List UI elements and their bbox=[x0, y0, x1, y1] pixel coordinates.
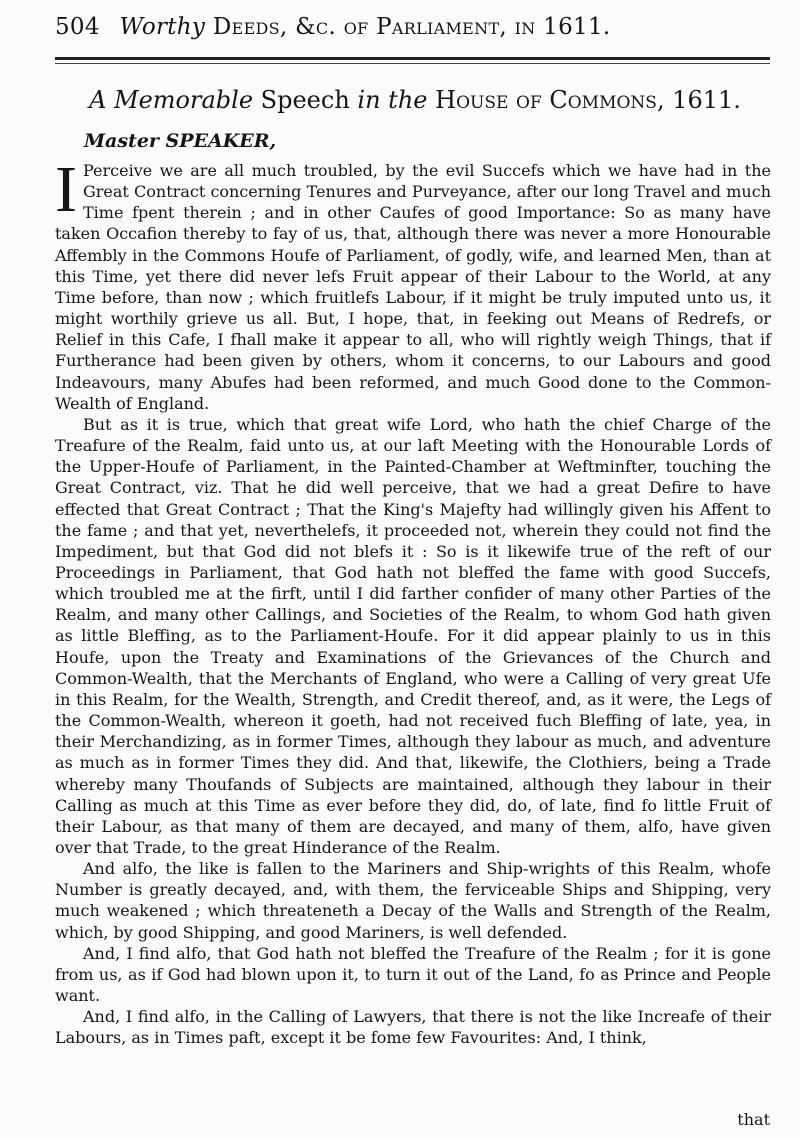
title-part-1: A Memorable bbox=[89, 86, 254, 114]
paragraph-1 bbox=[55, 153, 771, 414]
catchword: that bbox=[737, 1110, 770, 1129]
header-rule-thin bbox=[55, 63, 770, 64]
paragraph-1-text: Perceive we are all much troubled, by the evil Succefs which we have had in the Great Contract concerning Tenures and Purveyance, after our long Travel and much Time fpent therein ; and in other Caufes of good Importance: So as many have taken Occafion thereby to fay of us, that, although there was never a more Honourable Affembly in the Commons Houfe of Parliament, of godly, wife, and learned Men, than at this Time, yet there did never lefs Fruit appear of their Labour to the World, at any Time before, than now ; which fruitlefs Labour, if it might be truly imputed unto us, it might worthily grieve us all. But, I hope, that, in feeking out Means of Redrefs, or Relief in this Cafe, I fhall make it appear to all, who will rightly weigh Things, that if Furtherance had been given by others, whom it concerns, to our Labours and good Indeavours, many Abufes had been reformed, and much Good done to the Common-Wealth of England. bbox=[55, 161, 771, 413]
running-head-text: Deeds, &c. of Parliament, in 1611. bbox=[212, 14, 611, 40]
speech-title bbox=[55, 86, 775, 114]
title-part-3: in the bbox=[357, 86, 428, 114]
addressee: Master SPEAKER, bbox=[84, 130, 277, 152]
running-head-italic: Worthy bbox=[119, 14, 206, 40]
header-rule-thick bbox=[55, 57, 770, 60]
paragraph-3: And alfo, the like is fallen to the Mariners and Ship-wrights of this Realm, whofe Number is greatly decayed, and, with them, the ferviceable Ships and Shipping, very much weakened ; which threateneth a Decay of the Walls and Strength of the Realm, which, by good Shipping, and good Mariners, is well defended. bbox=[55, 859, 771, 942]
paragraph-4: And, I find alfo, that God hath not bleffed the Treafure of the Realm ; for it is gone from us, as if God had blown upon it, to turn it out of the Land, fo as Prince and People want. bbox=[55, 943, 771, 1006]
paragraph-5: And, I find alfo, in the Calling of Lawyers, that there is not the like Increafe of their Labours, as in Times paft, except it be fome few Favourites: And, I think, bbox=[55, 1007, 771, 1048]
title-part-4: House of Commons, 1611. bbox=[435, 86, 741, 114]
running-head bbox=[55, 14, 775, 40]
paragraph-2: But as it is true, which that great wife Lord, who hath the chief Charge of the Treafure of the Realm, faid unto us, at our laft Meeting with the Honourable Lords of the Upper-Houfe of Parliament, in the Painted-Chamber at Weftminfter, touching the Great Contract, viz. That he did well perceive, that we had a great Defire to have effected that Great Contract ; That the King's Majefty had willingly given his Affent to the fame ; and that yet, neverthelefs, it proceeded not, wherein they could not find the Impediment, but that God did not blefs it : So is it likewife true of the reft of our Proceedings in Parliament, that God hath not bleffed the fame with good Succefs, which troubled me at the firft, until I did farther confider of many other Parties of the Realm, and many other Callings, and Societies of the Realm, to whom God hath given as little Bleffing, as to the Parliament-Houfe. For it did appear plainly to us in this Houfe, upon the Treaty and Examinations of the Grievances of the Church and Common-Wealth, that the Merchants of England, who were a Calling of very great Ufe in this Realm, for the Wealth, Strength, and Credit thereof, and, as it were, the Legs of the Common-Wealth, whereon it goeth, had not received fuch Bleffing of late, yea, in their Merchandizing, as in former Times, although they labour as much, and adventure as much as in former Times they did. And that, likewife, the Clothiers, being a Trade whereby many Thoufands of Subjects are maintained, although they labour in their Calling as much at this Time as ever before they did, do, of late, find fo little Fruit of their Labour, as that many of them are decayed, and many of them, alfo, have given over that Trade, to the great Hinderance of the Realm. bbox=[55, 414, 771, 857]
drop-cap: I bbox=[55, 153, 77, 226]
speech-body bbox=[55, 153, 771, 1049]
title-part-2: Speech bbox=[260, 86, 350, 114]
page-number: 504 bbox=[55, 14, 100, 40]
